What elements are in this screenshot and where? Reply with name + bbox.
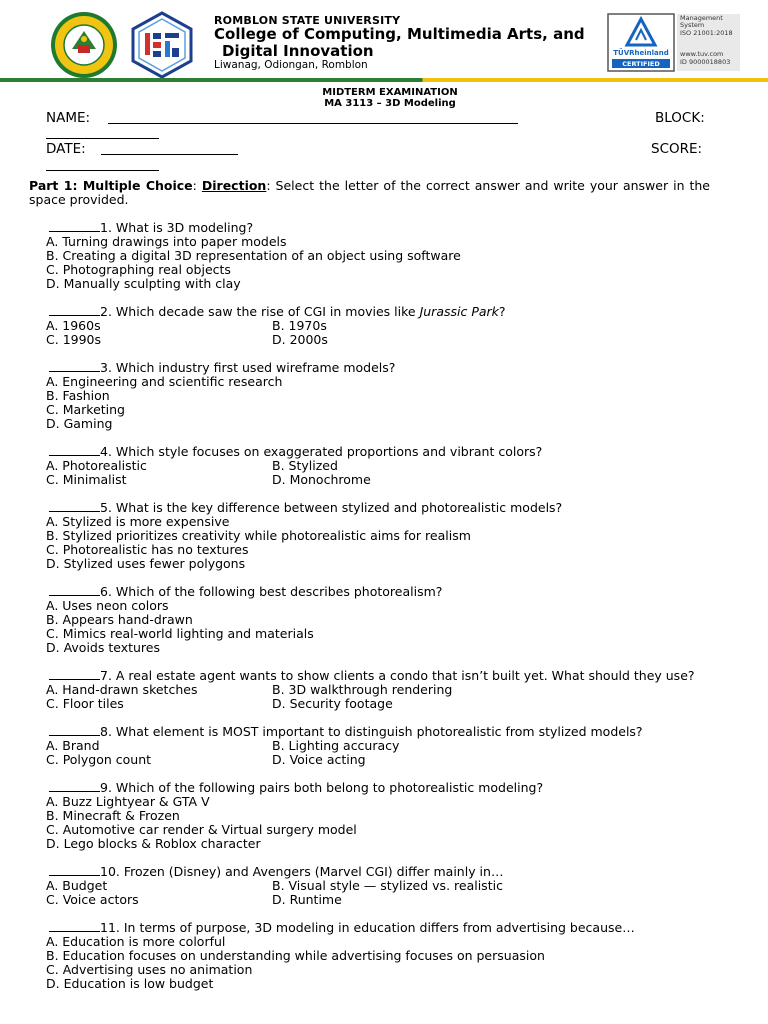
choice-letter: D. [46,556,64,571]
choice-letter: D. [46,276,64,291]
choice-letter: A. [46,458,63,473]
tuv-certified-icon [607,13,675,72]
answer-choice [46,893,272,907]
answer-choice [46,459,272,473]
choice-text: Fashion [62,388,110,403]
question-text: What element is MOST important to distinguish photorealistic from stylized models? [115,724,643,739]
answer-choice [46,739,272,753]
question-stem [49,865,759,879]
choice-text: Lego blocks & Roblox character [63,836,261,851]
answer-choice [272,473,371,487]
college-logo [128,11,196,79]
choice-text: Appears hand-drawn [62,612,193,627]
name-label: NAME: [46,110,91,126]
choice-text: Stylized [288,458,338,473]
question-number: 2. [100,304,116,319]
cert-line-2: System [680,21,705,30]
answer-choice [46,599,756,613]
choice-text: Avoids textures [63,640,160,655]
choice-letter: B. [46,948,63,963]
choice-letter: C. [46,752,63,767]
answer-choice [272,879,503,893]
choice-row [46,459,756,473]
answer-choice [46,879,272,893]
choice-text: Voice actors [62,892,139,907]
answer-choice [272,893,342,907]
question-number: 9. [100,780,116,795]
question-text: Frozen (Disney) and Avengers (Marvel CGI) differ mainly in… [123,864,504,879]
answer-blank[interactable] [49,221,100,232]
university-seal-logo [50,11,118,79]
question-text: Which decade saw the rise of CGI in movies like [115,304,420,319]
direction-text: : Select the letter of the correct answer and write your answer in the space provided. [29,178,711,207]
choice-text: Brand [62,738,100,753]
choice-letter: D. [272,472,290,487]
answer-blank[interactable] [49,725,100,736]
choice-text: 1970s [288,318,327,333]
cert-badge-label: CERTIFIED [622,60,660,68]
answer-choice [272,697,393,711]
question-item [46,305,756,347]
question-item [46,865,756,907]
answer-choice [272,333,328,347]
cert-website: www.tuv.com [680,50,724,59]
choice-text: Lighting accuracy [288,738,400,753]
question-item [46,445,756,487]
choice-letter: C. [46,402,63,417]
choice-text: Floor tiles [62,696,124,711]
answer-choice [272,319,327,333]
question-item [46,725,756,767]
answer-choice [46,613,756,627]
question-number: 3. [100,360,116,375]
choice-text: Buzz Lightyear & GTA V [62,794,210,809]
choice-text: Polygon count [62,752,152,767]
choice-text: Mimics real-world lighting and materials [62,626,314,641]
choice-text: Minecraft & Frozen [62,808,180,823]
question-item [46,221,756,291]
question-text: Which industry first used wireframe models? [115,360,396,375]
choice-row [46,879,756,893]
choice-letter: D. [272,752,290,767]
question-text: Which style focuses on exaggerated proportions and vibrant colors? [115,444,543,459]
question-number: 1. [100,220,116,235]
choice-text: Turning drawings into paper models [62,234,287,249]
answer-choice [46,627,756,641]
choice-text: Runtime [289,892,342,907]
choice-text: Creating a digital 3D representation of an object using software [62,248,461,263]
question-text: In terms of purpose, 3D modeling in education differs from advertising because… [123,920,635,935]
answer-blank[interactable] [49,781,100,792]
question-stem [49,585,759,599]
name-answer-line[interactable] [108,123,518,124]
question-stem [49,725,759,739]
answer-choice [46,319,272,333]
answer-choice [46,935,756,949]
answer-choice [272,753,366,767]
exam-title-block [0,87,768,109]
question-item [46,921,756,991]
answer-choice [272,739,399,753]
choice-text: 2000s [289,332,328,347]
answer-choice [46,403,756,417]
question-item [46,669,756,711]
question-text: What is the key difference between stylized and photorealistic models? [115,500,563,515]
date-answer-line[interactable] [101,154,238,155]
question-number: 5. [100,500,116,515]
choice-letter: D. [272,696,290,711]
choice-text: Voice acting [289,752,366,767]
answer-choice [46,795,756,809]
question-item [46,501,756,571]
question-text-end: ? [498,304,506,319]
choice-letter: B. [272,318,289,333]
answer-choice [46,277,756,291]
choice-text: Engineering and scientific research [62,374,283,389]
document-header [0,0,768,82]
choice-text: Education is low budget [63,976,214,991]
header-divider [0,78,768,82]
answer-blank[interactable] [49,361,100,372]
choice-text: Marketing [62,402,125,417]
choice-row [46,753,756,767]
answer-choice [46,949,756,963]
choice-letter: A. [46,934,63,949]
exam-title: MIDTERM EXAMINATION [322,87,458,98]
choice-letter: C. [46,626,63,641]
choice-text: Stylized is more expensive [62,514,230,529]
choice-letter: B. [46,248,63,263]
question-item [46,781,756,851]
answer-choice [272,683,452,697]
choice-text: Gaming [63,416,113,431]
question-number: 4. [100,444,116,459]
part1-instructions: Part 1: Multiple Choice: Direction: Select the letter of the correct answer and write your answer in the space provided. [29,178,711,207]
choice-text: Advertising uses no animation [62,962,253,977]
choice-letter: A. [46,878,63,893]
answer-choice [46,515,756,529]
answer-blank[interactable] [49,865,100,876]
college-name-line2: Digital Innovation [222,42,374,60]
cert-line-3: ISO 21001:2018 [680,28,733,37]
choice-letter: D. [46,836,64,851]
choice-text: Security footage [289,696,393,711]
question-list [46,221,756,1005]
choice-text: Education focuses on understanding while advertising focuses on persuasion [62,948,545,963]
question-text: Which of the following pairs both belong to photorealistic modeling? [115,780,544,795]
choice-letter: C. [46,262,63,277]
question-item [46,585,756,655]
choice-row [46,683,756,697]
question-number: 10. [100,864,124,879]
choice-letter: C. [46,962,63,977]
answer-choice [46,543,756,557]
choice-text: Photorealistic has no textures [62,542,249,557]
question-stem [49,501,759,515]
cert-brand: TÜVRheinland [613,49,669,57]
answer-choice [46,683,272,697]
choice-text: Stylized uses fewer polygons [63,556,246,571]
answer-blank[interactable] [49,305,100,316]
answer-blank[interactable] [49,669,100,680]
question-number: 8. [100,724,116,739]
answer-choice [46,977,756,991]
choice-letter: B. [272,458,289,473]
answer-choice [46,963,756,977]
choice-text: Stylized prioritizes creativity while photorealistic aims for realism [62,528,471,543]
answer-choice [46,823,756,837]
direction-label: Direction [201,178,267,193]
choice-letter: A. [46,374,63,389]
choice-letter: A. [46,794,63,809]
question-stem [49,781,759,795]
college-name-line1: College of Computing, Multimedia Arts, and [214,25,585,43]
answer-choice [46,697,272,711]
answer-blank[interactable] [49,921,100,932]
choice-text: Hand-drawn sketches [62,682,198,697]
choice-letter: C. [46,892,63,907]
question-title-italic: Jurassic Park [419,304,499,319]
choice-letter: C. [46,472,63,487]
choice-row [46,739,756,753]
choice-letter: D. [272,332,290,347]
answer-choice [46,529,756,543]
course-title: MA 3113 – 3D Modeling [324,98,456,109]
choice-text: Automotive car render & Virtual surgery model [62,822,357,837]
choice-letter: A. [46,598,63,613]
university-name: ROMBLON STATE UNIVERSITY [214,14,401,27]
answer-choice [46,473,272,487]
answer-choice [46,753,272,767]
question-text: Which of the following best describes photorealism? [115,584,443,599]
choice-text: Budget [62,878,108,893]
choice-text: Monochrome [289,472,371,487]
answer-choice [46,837,756,851]
choice-letter: C. [46,822,63,837]
question-text: A real estate agent wants to show clients a condo that isn’t built yet. What should they use? [115,668,695,683]
answer-choice [46,235,756,249]
question-stem [49,305,759,319]
choice-letter: B. [46,808,63,823]
choice-letter: D. [46,976,64,991]
cert-line-1: Management [680,14,723,22]
answer-blank[interactable] [49,585,100,596]
answer-choice [46,333,272,347]
answer-blank[interactable] [49,501,100,512]
date-answer-line-continued[interactable] [46,170,159,171]
choice-text: 1990s [62,332,102,347]
choice-row [46,893,756,907]
score-label: SCORE: [651,141,703,157]
answer-choice [46,417,756,431]
choice-row [46,473,756,487]
question-number: 11. [100,920,124,935]
choice-letter: D. [272,892,290,907]
answer-choice [46,557,756,571]
answer-choice [272,459,338,473]
choice-letter: B. [46,612,63,627]
answer-choice [46,263,756,277]
answer-choice [46,249,756,263]
cert-details [677,14,740,71]
question-item [46,361,756,431]
answer-choice [46,809,756,823]
choice-letter: C. [46,542,63,557]
choice-letter: B. [46,528,63,543]
choice-text: Photographing real objects [62,262,231,277]
choice-letter: D. [46,640,64,655]
question-stem [49,669,759,683]
choice-text: 3D walkthrough rendering [288,682,453,697]
choice-text: Education is more colorful [62,934,226,949]
question-stem [49,221,759,235]
choice-text: Manually sculpting with clay [63,276,241,291]
question-stem [49,921,759,935]
choice-row [46,697,756,711]
choice-text: Photorealistic [62,458,147,473]
choice-letter: B. [272,878,289,893]
answer-choice [46,389,756,403]
choice-letter: A. [46,514,63,529]
choice-text: 1960s [62,318,101,333]
question-stem [49,361,759,375]
date-label: DATE: [46,141,86,157]
certification-badge [607,13,740,72]
university-address: Liwanag, Odiongan, Romblon [214,59,368,71]
choice-text: Visual style — stylized vs. realistic [288,878,503,893]
choice-letter: C. [46,696,63,711]
choice-letter: C. [46,332,63,347]
choice-letter: D. [46,416,64,431]
choice-row [46,319,756,333]
question-text: What is 3D modeling? [115,220,254,235]
answer-choice [46,641,756,655]
choice-row [46,333,756,347]
question-number: 6. [100,584,116,599]
part1-heading: Part 1: Multiple Choice [29,178,193,193]
choice-letter: B. [46,388,63,403]
answer-choice [46,375,756,389]
choice-letter: A. [46,738,63,753]
choice-text: Uses neon colors [62,598,169,613]
question-stem [49,445,759,459]
answer-blank[interactable] [49,445,100,456]
name-answer-line-continued[interactable] [46,138,159,139]
college-name [214,26,614,60]
choice-letter: A. [46,318,63,333]
cert-id: ID 9000018803 [680,57,731,66]
block-label: BLOCK: [655,110,705,126]
choice-letter: A. [46,682,63,697]
choice-letter: A. [46,234,63,249]
choice-letter: B. [272,682,289,697]
choice-text: Minimalist [62,472,127,487]
choice-letter: B. [272,738,289,753]
question-number: 7. [100,668,116,683]
